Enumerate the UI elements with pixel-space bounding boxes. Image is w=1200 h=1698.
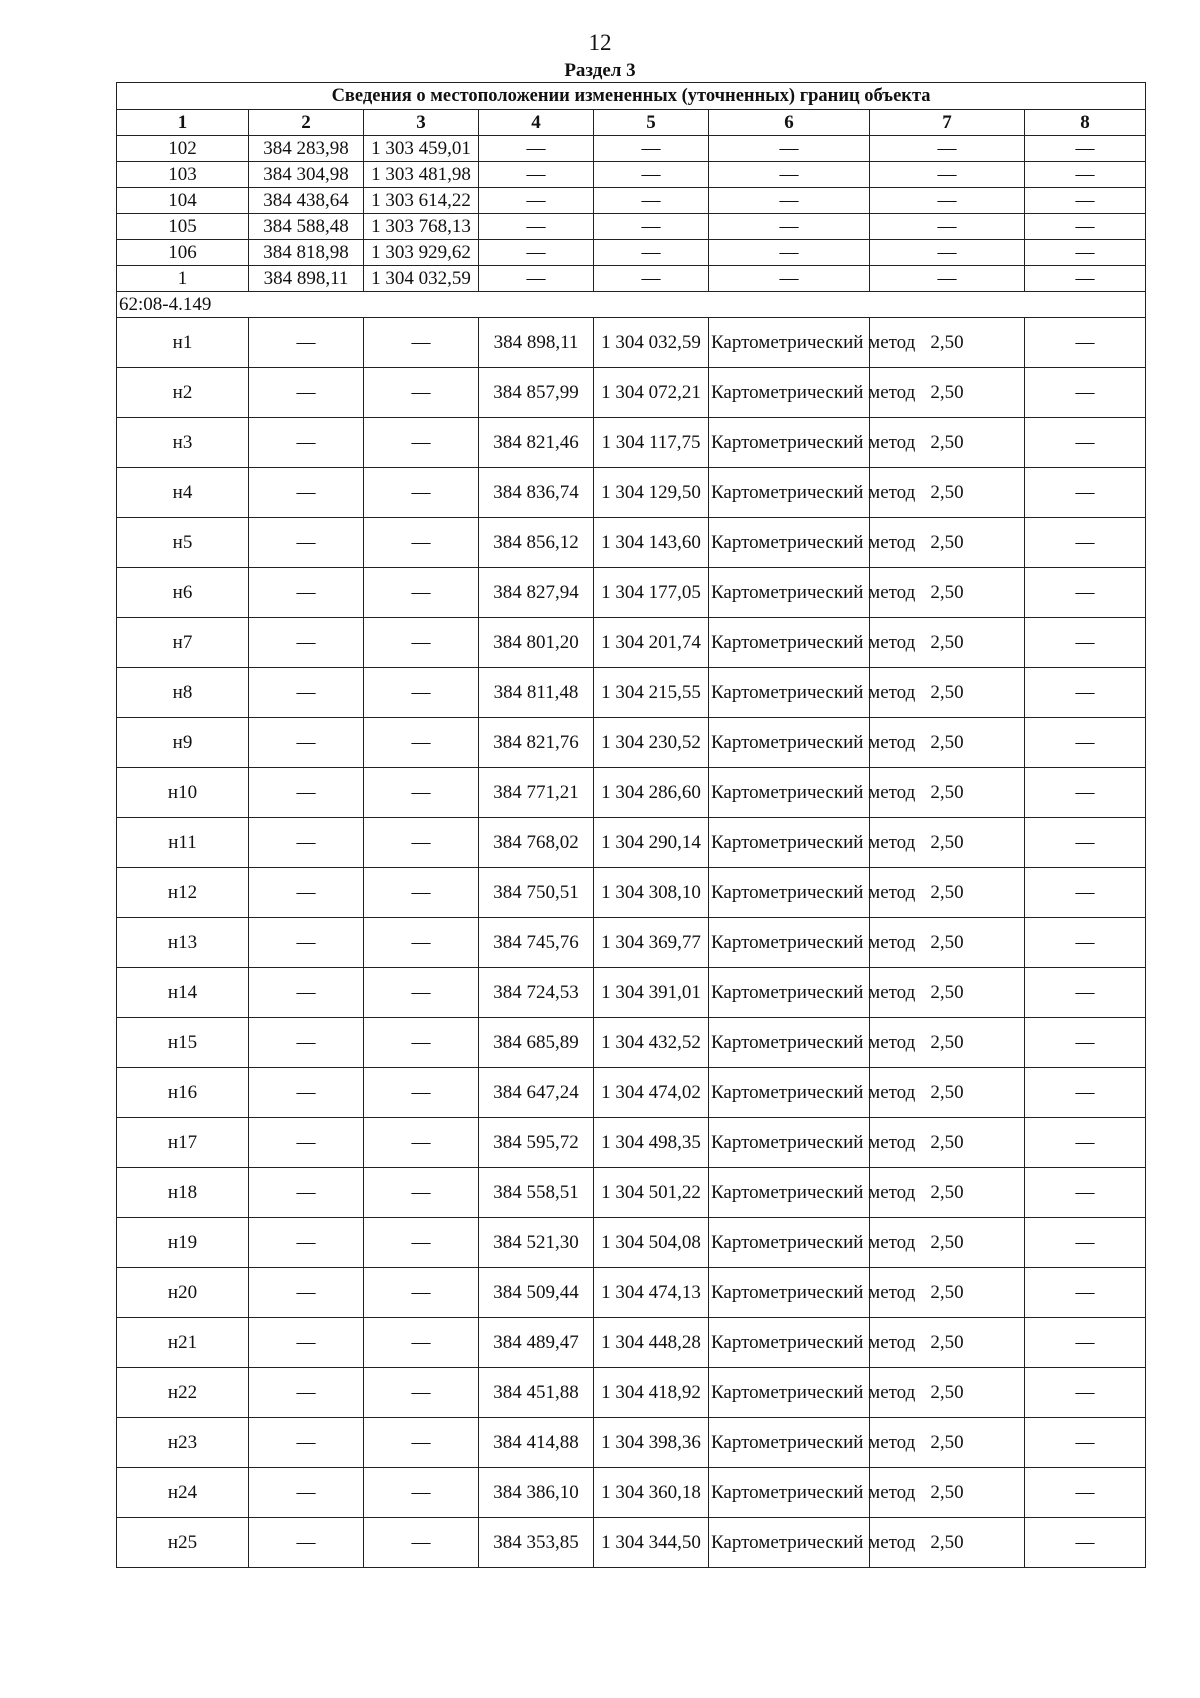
note-cell: — xyxy=(1025,188,1146,214)
method-cell: Картометрический метод xyxy=(709,1518,870,1568)
method-cell: Картометрический метод xyxy=(709,568,870,618)
note-cell: — xyxy=(1025,918,1146,968)
method-cell: Картометрический метод xyxy=(709,818,870,868)
old-y-cell: — xyxy=(364,568,479,618)
point-number-cell: 1 xyxy=(117,266,249,292)
point-number-cell: 102 xyxy=(117,136,249,162)
note-cell: — xyxy=(1025,1418,1146,1468)
old-x-cell: 384 588,48 xyxy=(249,214,364,240)
new-y-cell: 1 304 230,52 xyxy=(594,718,709,768)
table-row xyxy=(117,266,1146,292)
column-number: 6 xyxy=(709,110,870,136)
table-title: Сведения о местоположении измененных (уточненных) границ объекта xyxy=(117,83,1146,110)
old-x-cell: — xyxy=(249,868,364,918)
accuracy-cell: 2,50 xyxy=(870,1268,1025,1318)
method-cell: Картометрический метод xyxy=(709,918,870,968)
old-y-cell: — xyxy=(364,1068,479,1118)
old-y-cell: — xyxy=(364,318,479,368)
old-x-cell: — xyxy=(249,718,364,768)
note-cell: — xyxy=(1025,418,1146,468)
old-y-cell: — xyxy=(364,668,479,718)
note-cell: — xyxy=(1025,1068,1146,1118)
note-cell: — xyxy=(1025,136,1146,162)
old-x-cell: — xyxy=(249,1368,364,1418)
new-y-cell: 1 304 286,60 xyxy=(594,768,709,818)
old-x-cell: — xyxy=(249,468,364,518)
method-cell: — xyxy=(709,240,870,266)
new-x-cell: 384 898,11 xyxy=(479,318,594,368)
note-cell: — xyxy=(1025,818,1146,868)
note-cell: — xyxy=(1025,1268,1146,1318)
new-y-cell: 1 304 129,50 xyxy=(594,468,709,518)
column-number: 1 xyxy=(117,110,249,136)
old-x-cell: 384 304,98 xyxy=(249,162,364,188)
new-y-cell: 1 304 501,22 xyxy=(594,1168,709,1218)
new-x-cell: 384 821,46 xyxy=(479,418,594,468)
new-x-cell: — xyxy=(479,136,594,162)
point-number-cell: н2 xyxy=(117,368,249,418)
new-y-cell: 1 304 398,36 xyxy=(594,1418,709,1468)
accuracy-cell: — xyxy=(870,214,1025,240)
accuracy-cell: 2,50 xyxy=(870,1318,1025,1368)
point-number-cell: н19 xyxy=(117,1218,249,1268)
point-number-cell: н16 xyxy=(117,1068,249,1118)
accuracy-cell: 2,50 xyxy=(870,1418,1025,1468)
old-x-cell: — xyxy=(249,1118,364,1168)
new-x-cell: 384 647,24 xyxy=(479,1068,594,1118)
table-row xyxy=(117,1518,1146,1568)
new-x-cell: 384 414,88 xyxy=(479,1418,594,1468)
method-cell: Картометрический метод xyxy=(709,618,870,668)
note-cell: — xyxy=(1025,1368,1146,1418)
new-y-cell: 1 304 369,77 xyxy=(594,918,709,968)
new-x-cell: 384 685,89 xyxy=(479,1018,594,1068)
note-cell: — xyxy=(1025,368,1146,418)
new-x-cell: 384 509,44 xyxy=(479,1268,594,1318)
note-cell: — xyxy=(1025,618,1146,668)
table-row xyxy=(117,718,1146,768)
new-x-cell: — xyxy=(479,266,594,292)
old-y-cell: 1 303 459,01 xyxy=(364,136,479,162)
accuracy-cell: 2,50 xyxy=(870,1218,1025,1268)
accuracy-cell: 2,50 xyxy=(870,568,1025,618)
method-cell: Картометрический метод xyxy=(709,368,870,418)
note-cell: — xyxy=(1025,1168,1146,1218)
column-number-row xyxy=(117,110,1146,136)
column-number: 4 xyxy=(479,110,594,136)
new-x-cell: 384 386,10 xyxy=(479,1468,594,1518)
new-x-cell: 384 801,20 xyxy=(479,618,594,668)
accuracy-cell: 2,50 xyxy=(870,818,1025,868)
note-cell: — xyxy=(1025,240,1146,266)
table-row xyxy=(117,368,1146,418)
new-x-cell: 384 353,85 xyxy=(479,1518,594,1568)
old-y-cell: — xyxy=(364,618,479,668)
note-cell: — xyxy=(1025,968,1146,1018)
old-y-cell: — xyxy=(364,1368,479,1418)
note-cell: — xyxy=(1025,1518,1146,1568)
new-y-cell: 1 304 032,59 xyxy=(594,318,709,368)
accuracy-cell: 2,50 xyxy=(870,668,1025,718)
coordinates-table xyxy=(116,82,1146,1568)
old-y-cell: — xyxy=(364,1018,479,1068)
method-cell: Картометрический метод xyxy=(709,1218,870,1268)
note-cell: — xyxy=(1025,718,1146,768)
new-x-cell: — xyxy=(479,188,594,214)
existing-points-body xyxy=(117,136,1146,292)
old-y-cell: — xyxy=(364,918,479,968)
accuracy-cell: 2,50 xyxy=(870,868,1025,918)
old-y-cell: 1 303 929,62 xyxy=(364,240,479,266)
point-number-cell: н24 xyxy=(117,1468,249,1518)
old-x-cell: — xyxy=(249,668,364,718)
new-x-cell: 384 750,51 xyxy=(479,868,594,918)
point-number-cell: н22 xyxy=(117,1368,249,1418)
old-x-cell: — xyxy=(249,1318,364,1368)
point-number-cell: н9 xyxy=(117,718,249,768)
method-cell: Картометрический метод xyxy=(709,1318,870,1368)
accuracy-cell: 2,50 xyxy=(870,1118,1025,1168)
method-cell: — xyxy=(709,214,870,240)
method-cell: Картометрический метод xyxy=(709,1268,870,1318)
old-y-cell: — xyxy=(364,1418,479,1468)
point-number-cell: н12 xyxy=(117,868,249,918)
accuracy-cell: — xyxy=(870,162,1025,188)
old-x-cell: 384 438,64 xyxy=(249,188,364,214)
method-cell: Картометрический метод xyxy=(709,868,870,918)
table-row xyxy=(117,418,1146,468)
point-number-cell: н21 xyxy=(117,1318,249,1368)
method-cell: Картометрический метод xyxy=(709,518,870,568)
table-row xyxy=(117,1318,1146,1368)
note-cell: — xyxy=(1025,468,1146,518)
column-number: 7 xyxy=(870,110,1025,136)
new-x-cell: 384 771,21 xyxy=(479,768,594,818)
table-row xyxy=(117,468,1146,518)
note-cell: — xyxy=(1025,568,1146,618)
new-y-cell: 1 304 143,60 xyxy=(594,518,709,568)
old-y-cell: — xyxy=(364,768,479,818)
new-x-cell: — xyxy=(479,162,594,188)
point-number-cell: н13 xyxy=(117,918,249,968)
accuracy-cell: — xyxy=(870,188,1025,214)
new-y-cell: 1 304 391,01 xyxy=(594,968,709,1018)
new-y-cell: 1 304 177,05 xyxy=(594,568,709,618)
point-number-cell: 105 xyxy=(117,214,249,240)
old-x-cell: 384 818,98 xyxy=(249,240,364,266)
table-row xyxy=(117,518,1146,568)
table-row xyxy=(117,1218,1146,1268)
method-cell: — xyxy=(709,188,870,214)
new-y-cell: 1 304 432,52 xyxy=(594,1018,709,1068)
method-cell: Картометрический метод xyxy=(709,1068,870,1118)
new-y-cell: 1 304 360,18 xyxy=(594,1468,709,1518)
point-number-cell: н10 xyxy=(117,768,249,818)
new-points-body xyxy=(117,318,1146,1568)
accuracy-cell: 2,50 xyxy=(870,518,1025,568)
table-row xyxy=(117,868,1146,918)
note-cell: — xyxy=(1025,1468,1146,1518)
accuracy-cell: 2,50 xyxy=(870,1468,1025,1518)
new-y-cell: — xyxy=(594,214,709,240)
accuracy-cell: 2,50 xyxy=(870,618,1025,668)
new-y-cell: — xyxy=(594,188,709,214)
new-y-cell: 1 304 418,92 xyxy=(594,1368,709,1418)
accuracy-cell: 2,50 xyxy=(870,968,1025,1018)
table-row xyxy=(117,1268,1146,1318)
table-row xyxy=(117,1418,1146,1468)
old-x-cell: — xyxy=(249,918,364,968)
new-x-cell: — xyxy=(479,214,594,240)
accuracy-cell: 2,50 xyxy=(870,718,1025,768)
accuracy-cell: 2,50 xyxy=(870,418,1025,468)
old-x-cell: — xyxy=(249,1218,364,1268)
point-number-cell: 104 xyxy=(117,188,249,214)
column-number: 5 xyxy=(594,110,709,136)
point-number-cell: н20 xyxy=(117,1268,249,1318)
method-cell: Картометрический метод xyxy=(709,418,870,468)
old-y-cell: — xyxy=(364,968,479,1018)
old-x-cell: — xyxy=(249,1168,364,1218)
method-cell: Картометрический метод xyxy=(709,318,870,368)
section-title: Раздел 3 xyxy=(564,60,636,81)
method-cell: Картометрический метод xyxy=(709,1418,870,1468)
old-y-cell: — xyxy=(364,1118,479,1168)
point-number-cell: н15 xyxy=(117,1018,249,1068)
accuracy-cell: 2,50 xyxy=(870,1368,1025,1418)
note-cell: — xyxy=(1025,1218,1146,1268)
new-y-cell: — xyxy=(594,136,709,162)
old-x-cell: — xyxy=(249,968,364,1018)
note-cell: — xyxy=(1025,518,1146,568)
point-number-cell: н17 xyxy=(117,1118,249,1168)
new-x-cell: 384 857,99 xyxy=(479,368,594,418)
old-y-cell: — xyxy=(364,1218,479,1268)
note-cell: — xyxy=(1025,318,1146,368)
table-row xyxy=(117,568,1146,618)
table-row xyxy=(117,1468,1146,1518)
accuracy-cell: 2,50 xyxy=(870,768,1025,818)
new-x-cell: 384 811,48 xyxy=(479,668,594,718)
method-cell: Картометрический метод xyxy=(709,968,870,1018)
old-y-cell: — xyxy=(364,868,479,918)
new-y-cell: 1 304 448,28 xyxy=(594,1318,709,1368)
method-cell: — xyxy=(709,162,870,188)
point-number-cell: н23 xyxy=(117,1418,249,1468)
new-x-cell: 384 451,88 xyxy=(479,1368,594,1418)
accuracy-cell: — xyxy=(870,266,1025,292)
note-cell: — xyxy=(1025,868,1146,918)
old-y-cell: 1 303 614,22 xyxy=(364,188,479,214)
point-number-cell: н11 xyxy=(117,818,249,868)
old-y-cell: 1 304 032,59 xyxy=(364,266,479,292)
old-x-cell: — xyxy=(249,518,364,568)
new-y-cell: 1 304 344,50 xyxy=(594,1518,709,1568)
point-number-cell: н1 xyxy=(117,318,249,368)
old-y-cell: — xyxy=(364,518,479,568)
note-cell: — xyxy=(1025,1318,1146,1368)
old-y-cell: — xyxy=(364,1168,479,1218)
point-number-cell: н4 xyxy=(117,468,249,518)
table-row xyxy=(117,618,1146,668)
table-row xyxy=(117,188,1146,214)
note-cell: — xyxy=(1025,266,1146,292)
old-y-cell: — xyxy=(364,468,479,518)
new-y-cell: — xyxy=(594,162,709,188)
page-number: 12 xyxy=(588,30,612,55)
old-y-cell: 1 303 481,98 xyxy=(364,162,479,188)
new-y-cell: — xyxy=(594,240,709,266)
method-cell: Картометрический метод xyxy=(709,1368,870,1418)
old-y-cell: — xyxy=(364,1318,479,1368)
point-number-cell: н25 xyxy=(117,1518,249,1568)
group-label: 62:08-4.149 xyxy=(117,292,1146,318)
table-row xyxy=(117,1068,1146,1118)
old-x-cell: — xyxy=(249,768,364,818)
old-y-cell: — xyxy=(364,1518,479,1568)
method-cell: Картометрический метод xyxy=(709,668,870,718)
new-y-cell: 1 304 474,13 xyxy=(594,1268,709,1318)
new-x-cell: 384 827,94 xyxy=(479,568,594,618)
new-y-cell: 1 304 117,75 xyxy=(594,418,709,468)
accuracy-cell: 2,50 xyxy=(870,468,1025,518)
new-x-cell: 384 521,30 xyxy=(479,1218,594,1268)
table-row xyxy=(117,668,1146,718)
new-x-cell: — xyxy=(479,240,594,266)
old-x-cell: — xyxy=(249,318,364,368)
new-y-cell: 1 304 290,14 xyxy=(594,818,709,868)
old-x-cell: — xyxy=(249,1068,364,1118)
point-number-cell: н18 xyxy=(117,1168,249,1218)
point-number-cell: н8 xyxy=(117,668,249,718)
new-x-cell: 384 595,72 xyxy=(479,1118,594,1168)
old-y-cell: — xyxy=(364,818,479,868)
table-row xyxy=(117,240,1146,266)
point-number-cell: н14 xyxy=(117,968,249,1018)
method-cell: Картометрический метод xyxy=(709,718,870,768)
method-cell: Картометрический метод xyxy=(709,768,870,818)
table-row xyxy=(117,818,1146,868)
new-x-cell: 384 558,51 xyxy=(479,1168,594,1218)
new-y-cell: 1 304 201,74 xyxy=(594,618,709,668)
old-x-cell: — xyxy=(249,368,364,418)
old-y-cell: — xyxy=(364,368,479,418)
old-x-cell: — xyxy=(249,1518,364,1568)
table-row xyxy=(117,1368,1146,1418)
old-x-cell: 384 898,11 xyxy=(249,266,364,292)
method-cell: Картометрический метод xyxy=(709,1168,870,1218)
point-number-cell: н3 xyxy=(117,418,249,468)
table-row xyxy=(117,968,1146,1018)
column-number: 8 xyxy=(1025,110,1146,136)
old-x-cell: — xyxy=(249,1468,364,1518)
new-x-cell: 384 745,76 xyxy=(479,918,594,968)
accuracy-cell: 2,50 xyxy=(870,1168,1025,1218)
old-y-cell: — xyxy=(364,1468,479,1518)
column-number: 3 xyxy=(364,110,479,136)
table-row xyxy=(117,214,1146,240)
table-row xyxy=(117,768,1146,818)
new-y-cell: — xyxy=(594,266,709,292)
note-cell: — xyxy=(1025,1118,1146,1168)
new-y-cell: 1 304 474,02 xyxy=(594,1068,709,1118)
new-y-cell: 1 304 072,21 xyxy=(594,368,709,418)
old-x-cell: — xyxy=(249,1018,364,1068)
old-y-cell: — xyxy=(364,418,479,468)
old-x-cell: 384 283,98 xyxy=(249,136,364,162)
point-number-cell: н5 xyxy=(117,518,249,568)
old-x-cell: — xyxy=(249,418,364,468)
new-x-cell: 384 856,12 xyxy=(479,518,594,568)
method-cell: Картометрический метод xyxy=(709,1468,870,1518)
new-y-cell: 1 304 215,55 xyxy=(594,668,709,718)
old-y-cell: 1 303 768,13 xyxy=(364,214,479,240)
old-x-cell: — xyxy=(249,818,364,868)
new-x-cell: 384 836,74 xyxy=(479,468,594,518)
point-number-cell: н7 xyxy=(117,618,249,668)
method-cell: — xyxy=(709,136,870,162)
new-x-cell: 384 768,02 xyxy=(479,818,594,868)
accuracy-cell: 2,50 xyxy=(870,918,1025,968)
table-row xyxy=(117,318,1146,368)
method-cell: — xyxy=(709,266,870,292)
method-cell: Картометрический метод xyxy=(709,468,870,518)
accuracy-cell: — xyxy=(870,240,1025,266)
new-y-cell: 1 304 504,08 xyxy=(594,1218,709,1268)
new-y-cell: 1 304 308,10 xyxy=(594,868,709,918)
old-x-cell: — xyxy=(249,618,364,668)
accuracy-cell: 2,50 xyxy=(870,368,1025,418)
method-cell: Картометрический метод xyxy=(709,1018,870,1068)
accuracy-cell: 2,50 xyxy=(870,1518,1025,1568)
old-y-cell: — xyxy=(364,718,479,768)
accuracy-cell: 2,50 xyxy=(870,1068,1025,1118)
note-cell: — xyxy=(1025,162,1146,188)
point-number-cell: 106 xyxy=(117,240,249,266)
note-cell: — xyxy=(1025,668,1146,718)
new-x-cell: 384 821,76 xyxy=(479,718,594,768)
old-x-cell: — xyxy=(249,1418,364,1468)
accuracy-cell: 2,50 xyxy=(870,1018,1025,1068)
new-y-cell: 1 304 498,35 xyxy=(594,1118,709,1168)
table-row xyxy=(117,1018,1146,1068)
table-row xyxy=(117,136,1146,162)
new-x-cell: 384 724,53 xyxy=(479,968,594,1018)
note-cell: — xyxy=(1025,1018,1146,1068)
group-row xyxy=(117,292,1146,318)
point-number-cell: 103 xyxy=(117,162,249,188)
old-x-cell: — xyxy=(249,1268,364,1318)
point-number-cell: н6 xyxy=(117,568,249,618)
old-x-cell: — xyxy=(249,568,364,618)
table-row xyxy=(117,1118,1146,1168)
old-y-cell: — xyxy=(364,1268,479,1318)
accuracy-cell: — xyxy=(870,136,1025,162)
note-cell: — xyxy=(1025,214,1146,240)
table-row xyxy=(117,918,1146,968)
method-cell: Картометрический метод xyxy=(709,1118,870,1168)
table-row xyxy=(117,1168,1146,1218)
table-row xyxy=(117,162,1146,188)
accuracy-cell: 2,50 xyxy=(870,318,1025,368)
note-cell: — xyxy=(1025,768,1146,818)
new-x-cell: 384 489,47 xyxy=(479,1318,594,1368)
column-number: 2 xyxy=(249,110,364,136)
